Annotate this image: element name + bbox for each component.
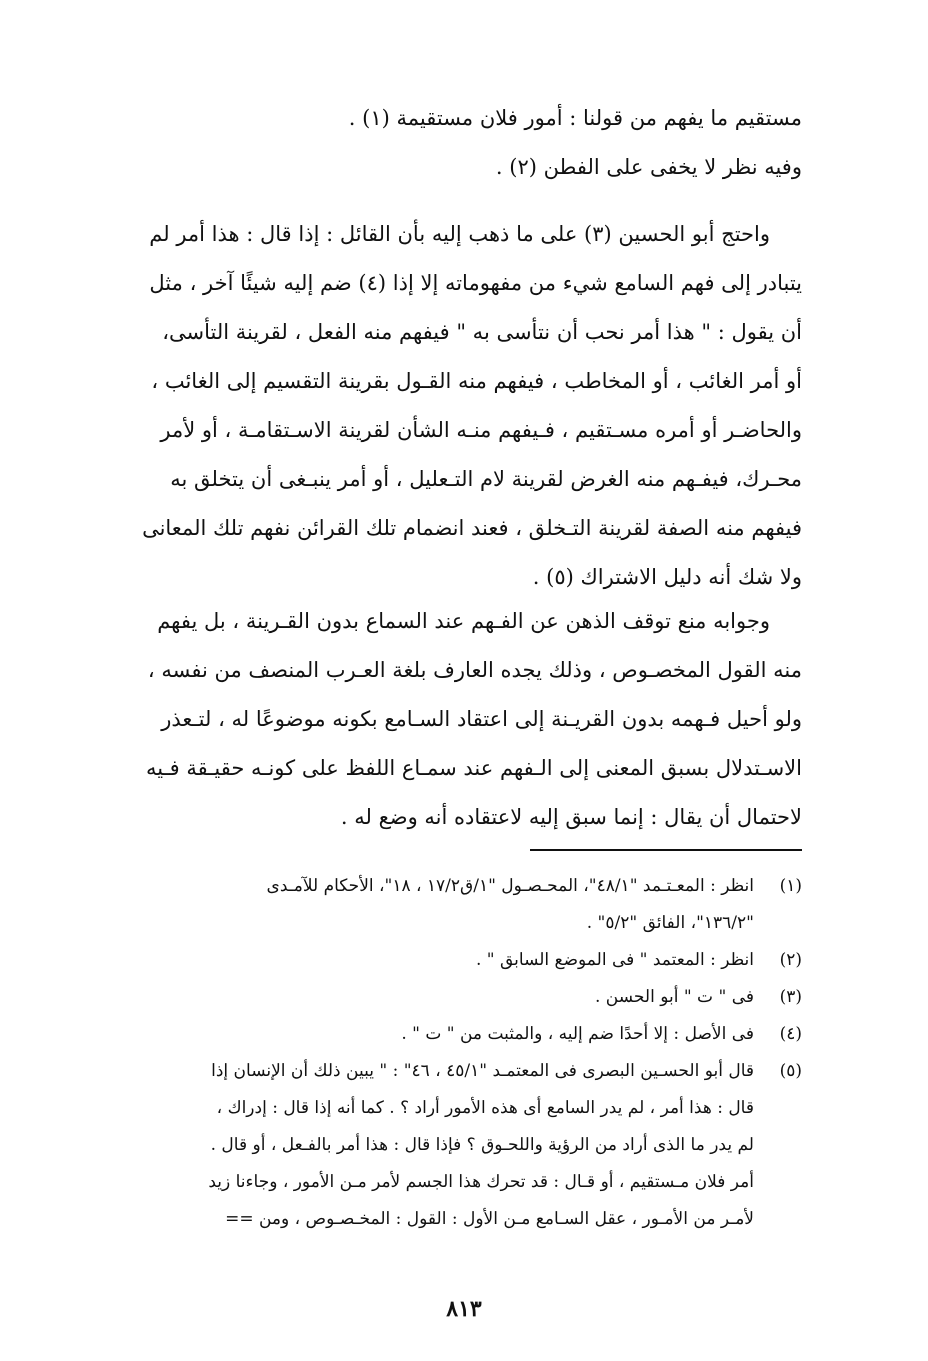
footnote-line: قال : هذا أمر ، لم يدر السامع أى هذه الأمور أراد ؟ . كما أنه إذا قال : إدراك ، [216, 1098, 754, 1118]
paragraph-abu-al-husayn-argument [112, 210, 802, 602]
text-line: منه القول المخصـوص ، وذلك يجده العارف بلغة العـرب المنصف من نفسه ، [147, 658, 802, 682]
footnote-line: انظر : المعـتـمد "٤٨/١"، المحـصـول "١/ق١٧/٢ ، ١٨"، الأحكام للآمـدى [266, 876, 754, 896]
footnote-number: (٤) [779, 1024, 802, 1044]
text-line: فيفهم منه الصفة لقرينة التـخلق ، فعند انضمام تلك القرائن نفهم تلك المعانى [142, 516, 802, 540]
footnote-line: لم يدر ما الذى أراد من الرؤية واللحـوق ؟ فإذا قال : هذا أمر بالفـعل ، أو قال . [210, 1135, 754, 1155]
text-line: يتبادر إلى فهم السامع شيء من مفهوماته إلا إذا (٤) ضم إليه شيئًا آخر ، مثل [149, 271, 802, 295]
footnote-line: انظر : المعتمد " فى الموضع السابق " . [475, 950, 754, 970]
text-line: مستقيم ما يفهم من قولنا : أمور فلان مستقيمة (١) . [348, 106, 802, 130]
footnote-2 [112, 942, 802, 979]
paragraph-response [112, 597, 802, 842]
text-line: لاحتمال أن يقال : إنما سبق إليه لاعتقاده أنه وضع له . [340, 805, 802, 829]
footnote-number: (٣) [779, 987, 802, 1007]
footnote-line: أمر فلان مـستقيم ، أو قـال : قد تحرك هذا الجسم لأمر مـن الأمور ، وجاءنا زيد [208, 1172, 754, 1192]
footnote-3 [112, 979, 802, 1016]
text-line: أو أمر الغائب ، أو المخاطب ، فيفهم منه القـول بقرينة التقسيم إلى الغائب ، [151, 369, 802, 393]
footnote-4 [112, 1016, 802, 1053]
text-line: أن يقول : " هذا أمر نحب أن نتأسى به " فيفهم منه الفعل ، لقرينة التأسى، [162, 320, 802, 344]
footnote-1 [112, 868, 802, 942]
text-line: ولا شك أنه دليل الاشتراك (٥) . [532, 565, 802, 589]
footnote-line: "١٣٦/٢"، الفائق "٥/٢" . [586, 913, 754, 933]
footnotes [112, 868, 802, 1238]
footnote-number: (٢) [779, 950, 802, 970]
footnote-line: فى الأصل : إلا أحدًا ضم إليه ، والمثبت من " ت " . [401, 1024, 754, 1044]
footnote-line: لأمـر من الأمـور ، عقل السـامع مـن الأول : القول : المخـصـوص ، ومن == [225, 1209, 754, 1229]
footnote-line: فى " ت " أبو الحسن . [595, 987, 754, 1007]
footnote-line: قال أبو الحسـين البصرى فى المعتمـد "٤٥/١ ، ٤٦" : " يبين ذلك أن الإنسان إذا [211, 1061, 754, 1081]
text-line: واحتج أبو الحسين (٣) على ما ذهب إليه بأن القائل : إذا قال : هذا أمر لم [149, 222, 770, 246]
footnote-number: (١) [779, 876, 802, 896]
footnote-5 [112, 1053, 802, 1238]
text-line: وجوابه منع توقف الذهن عن الفـهم عند السماع بدون القـرينة ، بل يفهم [157, 609, 770, 633]
footnote-number: (٥) [779, 1061, 802, 1081]
text-line: الاسـتدلال بسبق المعنى إلى الـفهم عند سمـاع اللفظ على كونـه حقيـقة فـيه [145, 756, 802, 780]
text-line: ولو أحيل فـهمه بدون القريـنة إلى اعتقاد السـامع بكونه موضوعًا له ، لتـعذر [161, 707, 802, 731]
page-number: ٨١٣ [446, 1296, 482, 1322]
text-line: وفيه نظر لا يخفى على الفطن (٢) . [495, 155, 802, 179]
text-line: محـرك، فيفـهم منه الغرض لقرينة لام التـعليل ، أو أمر ينبـغى أن يتخلق به [170, 467, 802, 491]
text-line: والحاضـر أو أمره مسـتقيم ، فـيفهم منـه الشأن لقرينة الاسـتقامـة ، أو لأمر [160, 418, 802, 442]
footnote-separator [530, 849, 802, 851]
paragraph-continuation [112, 94, 802, 192]
